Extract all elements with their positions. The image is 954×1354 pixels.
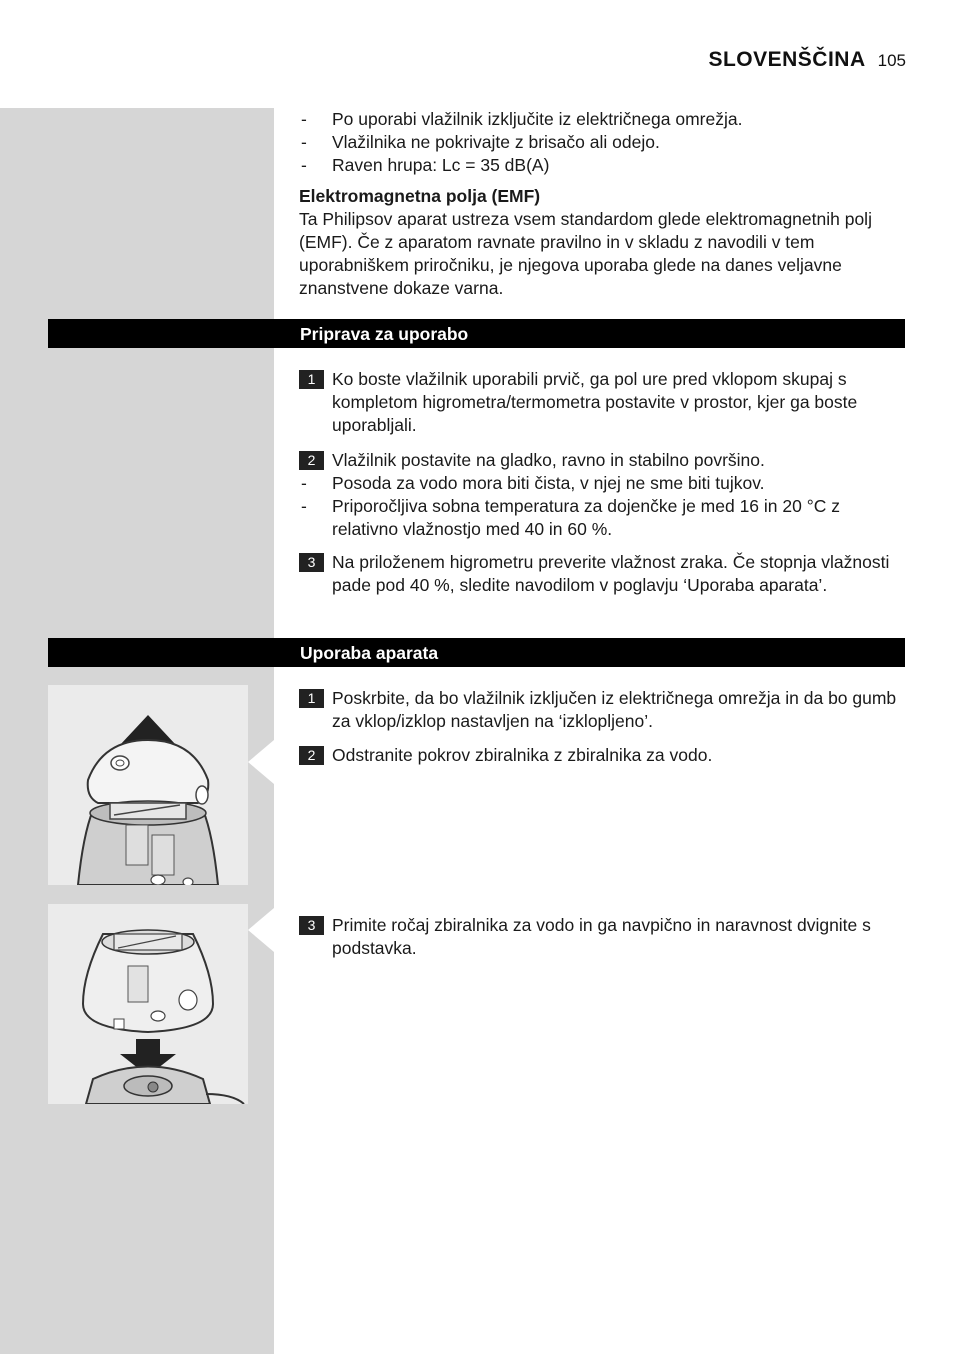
step-text: Na priloženem higrometru preverite vlažnost zraka. Če stopnja vlažnosti pade pod 40 %, sledite navodilom v poglavju ‘Uporaba aparata’. [332,552,890,595]
emf-heading: Elektromagnetna polja (EMF) [299,186,541,206]
step-1 [299,687,905,733]
section-bar-uporaba [48,638,905,667]
illustration-lift-tank [48,904,248,1104]
step-number: 2 [299,746,324,765]
list-item: - Raven hrupa: Lc = 35 dB(A) [299,154,905,177]
list-item: - Vlažilnika ne pokrivajte z brisačo ali odejo. [299,131,905,154]
step-text: Odstranite pokrov zbiralnika z zbiralnika za vodo. [332,745,713,765]
section-title: Uporaba aparata [300,643,439,663]
step-3 [299,914,905,960]
step-text: Vlažilnik postavite na gladko, ravno in stabilno površino. [332,450,765,470]
step-number: 1 [299,689,324,708]
uporaba-step-2 [299,744,905,767]
step-text: Ko boste vlažilnik uporabili prvič, ga pol ure pred vklopom skupaj s kompletom higrometra/termometra postavite v prostor, kjer ga boste uporabljali. [332,369,858,435]
illustration-pointer [248,908,274,952]
step-2 [299,449,905,472]
priprava-step-3 [299,551,905,597]
step-2 [299,744,905,767]
illustration-remove-lid [48,685,248,885]
list-item: - Po uporabi vlažilnik izključite iz električnega omrežja. [299,108,905,131]
emf-text: Ta Philipsov aparat ustreza vsem standardom glede elektromagnetnih polj (EMF). Če z aparatom ravnate pravilno in v skladu z navodili v tem uporabniškem priročniku, je njegova uporaba glede na danes veljavne znanstvene dokaze varna. [299,209,872,298]
priprava-step-2 [299,449,905,541]
step-1 [299,368,905,437]
step-number: 3 [299,916,324,935]
list-item: - Posoda za vodo mora biti čista, v njej ne sme biti tujkov. [299,472,905,495]
priprava-steps [299,368,905,437]
section-title: Priprava za uporabo [300,324,469,344]
step-number: 2 [299,451,324,470]
step-number: 1 [299,370,324,389]
intro-bullets [299,108,905,177]
page-header [708,48,906,72]
uporaba-step-3 [299,914,905,960]
step-text: Primite ročaj zbiralnika za vodo in ga navpično in naravnost dvignite s podstavka. [332,915,871,958]
water-tank-lift-icon [48,904,248,1104]
uporaba-step-1 [299,687,905,733]
page-number: 105 [877,51,906,70]
step-number: 3 [299,553,324,572]
section-bar-priprava [48,319,905,348]
step-text: Poskrbite, da bo vlažilnik izključen iz električnega omrežja in da bo gumb za vklop/izklop nastavljen na ‘izklopljeno’. [332,688,897,731]
step-3 [299,551,905,597]
list-item: - Priporočljiva sobna temperatura za dojenčke je med 16 in 20 °C z relativno vlažnostjo med 40 in 60 %. [299,495,905,541]
illustration-pointer [248,740,274,784]
emf-section [299,185,905,300]
language-title: SLOVENŠČINA [708,48,866,71]
humidifier-lid-icon [48,685,248,885]
